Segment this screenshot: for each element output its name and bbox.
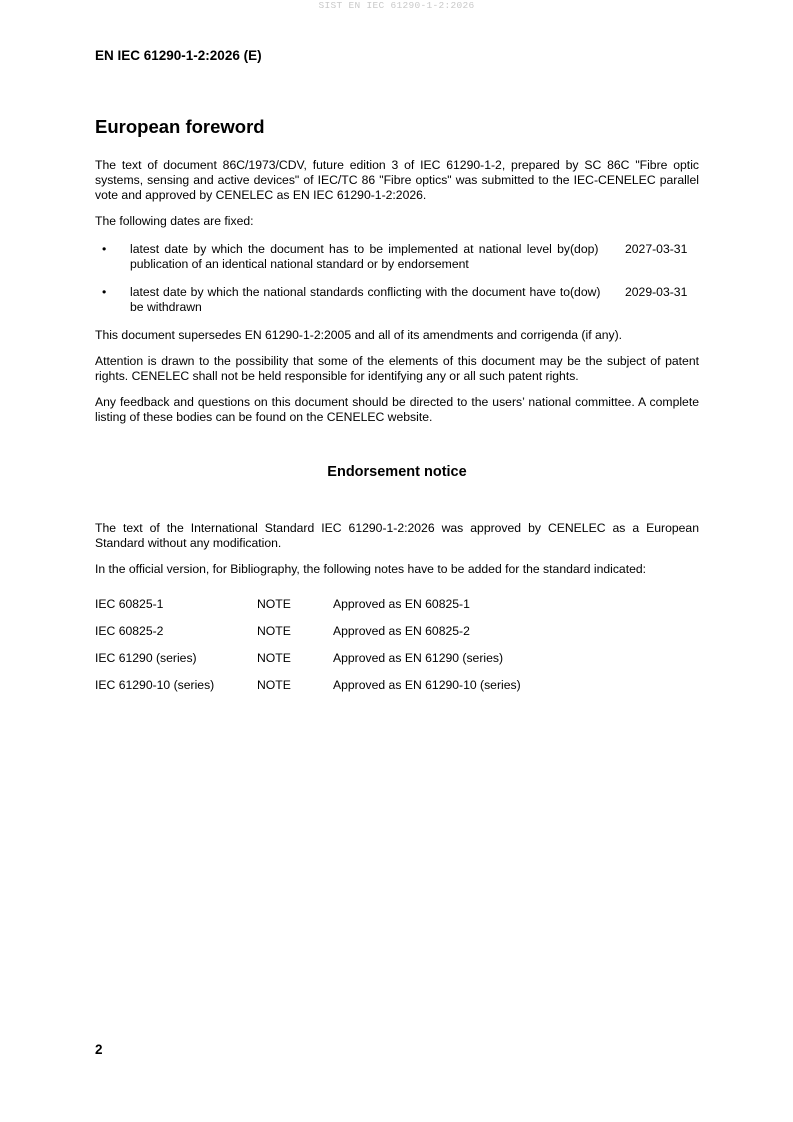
note-standard: IEC 61290 (series) bbox=[95, 651, 197, 665]
note-text: Approved as EN 60825-2 bbox=[333, 624, 470, 638]
date-value: 2027-03-31 bbox=[625, 242, 688, 256]
date-code: (dop) bbox=[570, 242, 599, 256]
note-text: Approved as EN 60825-1 bbox=[333, 597, 470, 611]
bibliography-intro: In the official version, for Bibliography, the following notes have to be added for the standard indicated: bbox=[95, 562, 647, 576]
feedback-paragraph: Any feedback and questions on this document should be directed to the users’ national committee. A complete listing of these bodies can be found on the CENELEC website. bbox=[95, 395, 699, 424]
dates-intro: The following dates are fixed: bbox=[95, 214, 254, 228]
note-row bbox=[95, 624, 699, 651]
note-text: Approved as EN 61290 (series) bbox=[333, 651, 504, 665]
page-content bbox=[95, 116, 699, 705]
note-row bbox=[95, 597, 699, 624]
foreword-title: European foreword bbox=[95, 116, 265, 137]
date-description: latest date by which the document has to be implemented at national level by publication of an identical national standard or by endorsement bbox=[130, 242, 570, 271]
note-label: NOTE bbox=[257, 624, 291, 638]
foreword-intro: The text of document 86C/1973/CDV, future edition 3 of IEC 61290-1-2, prepared by SC 86C "Fibre optic systems, sensing and active devices" of IEC/TC 86 "Fibre optics" was submitted to the IEC-CENELEC parallel vote and approved by CENELEC as EN IEC 61290-1-2:2026. bbox=[95, 158, 699, 202]
date-value: 2029-03-31 bbox=[625, 285, 688, 299]
watermark: SIST EN IEC 61290-1-2:2026 bbox=[318, 0, 475, 11]
document-id-header: EN IEC 61290-1-2:2026 (E) bbox=[95, 48, 262, 63]
supersedes-paragraph: This document supersedes EN 61290-1-2:2005 and all of its amendments and corrigenda (if any). bbox=[95, 328, 623, 342]
note-row bbox=[95, 651, 699, 678]
date-code: (dow) bbox=[570, 285, 601, 299]
note-label: NOTE bbox=[257, 651, 291, 665]
note-text: Approved as EN 61290-10 (series) bbox=[333, 678, 521, 692]
date-description: latest date by which the national standards conflicting with the document have to be withdrawn bbox=[130, 285, 570, 314]
bullet-icon: • bbox=[102, 242, 107, 256]
note-standard: IEC 60825-2 bbox=[95, 624, 164, 638]
note-label: NOTE bbox=[257, 678, 291, 692]
note-standard: IEC 61290-10 (series) bbox=[95, 678, 215, 692]
note-row bbox=[95, 678, 699, 705]
patent-paragraph: Attention is drawn to the possibility that some of the elements of this document may be the subject of patent rights. CENELEC shall not be held responsible for identifying any or all such patent rights. bbox=[95, 354, 699, 383]
endorsement-text: The text of the International Standard IEC 61290-1-2:2026 was approved by CENELEC as a European Standard without any modification. bbox=[95, 521, 699, 550]
date-item-dop bbox=[95, 242, 699, 272]
date-item-dow bbox=[95, 285, 699, 315]
note-label: NOTE bbox=[257, 597, 291, 611]
page-number: 2 bbox=[95, 1042, 103, 1057]
note-standard: IEC 60825-1 bbox=[95, 597, 164, 611]
endorsement-title: Endorsement notice bbox=[327, 464, 467, 480]
bullet-icon: • bbox=[102, 285, 107, 299]
bibliography-notes bbox=[95, 597, 699, 705]
